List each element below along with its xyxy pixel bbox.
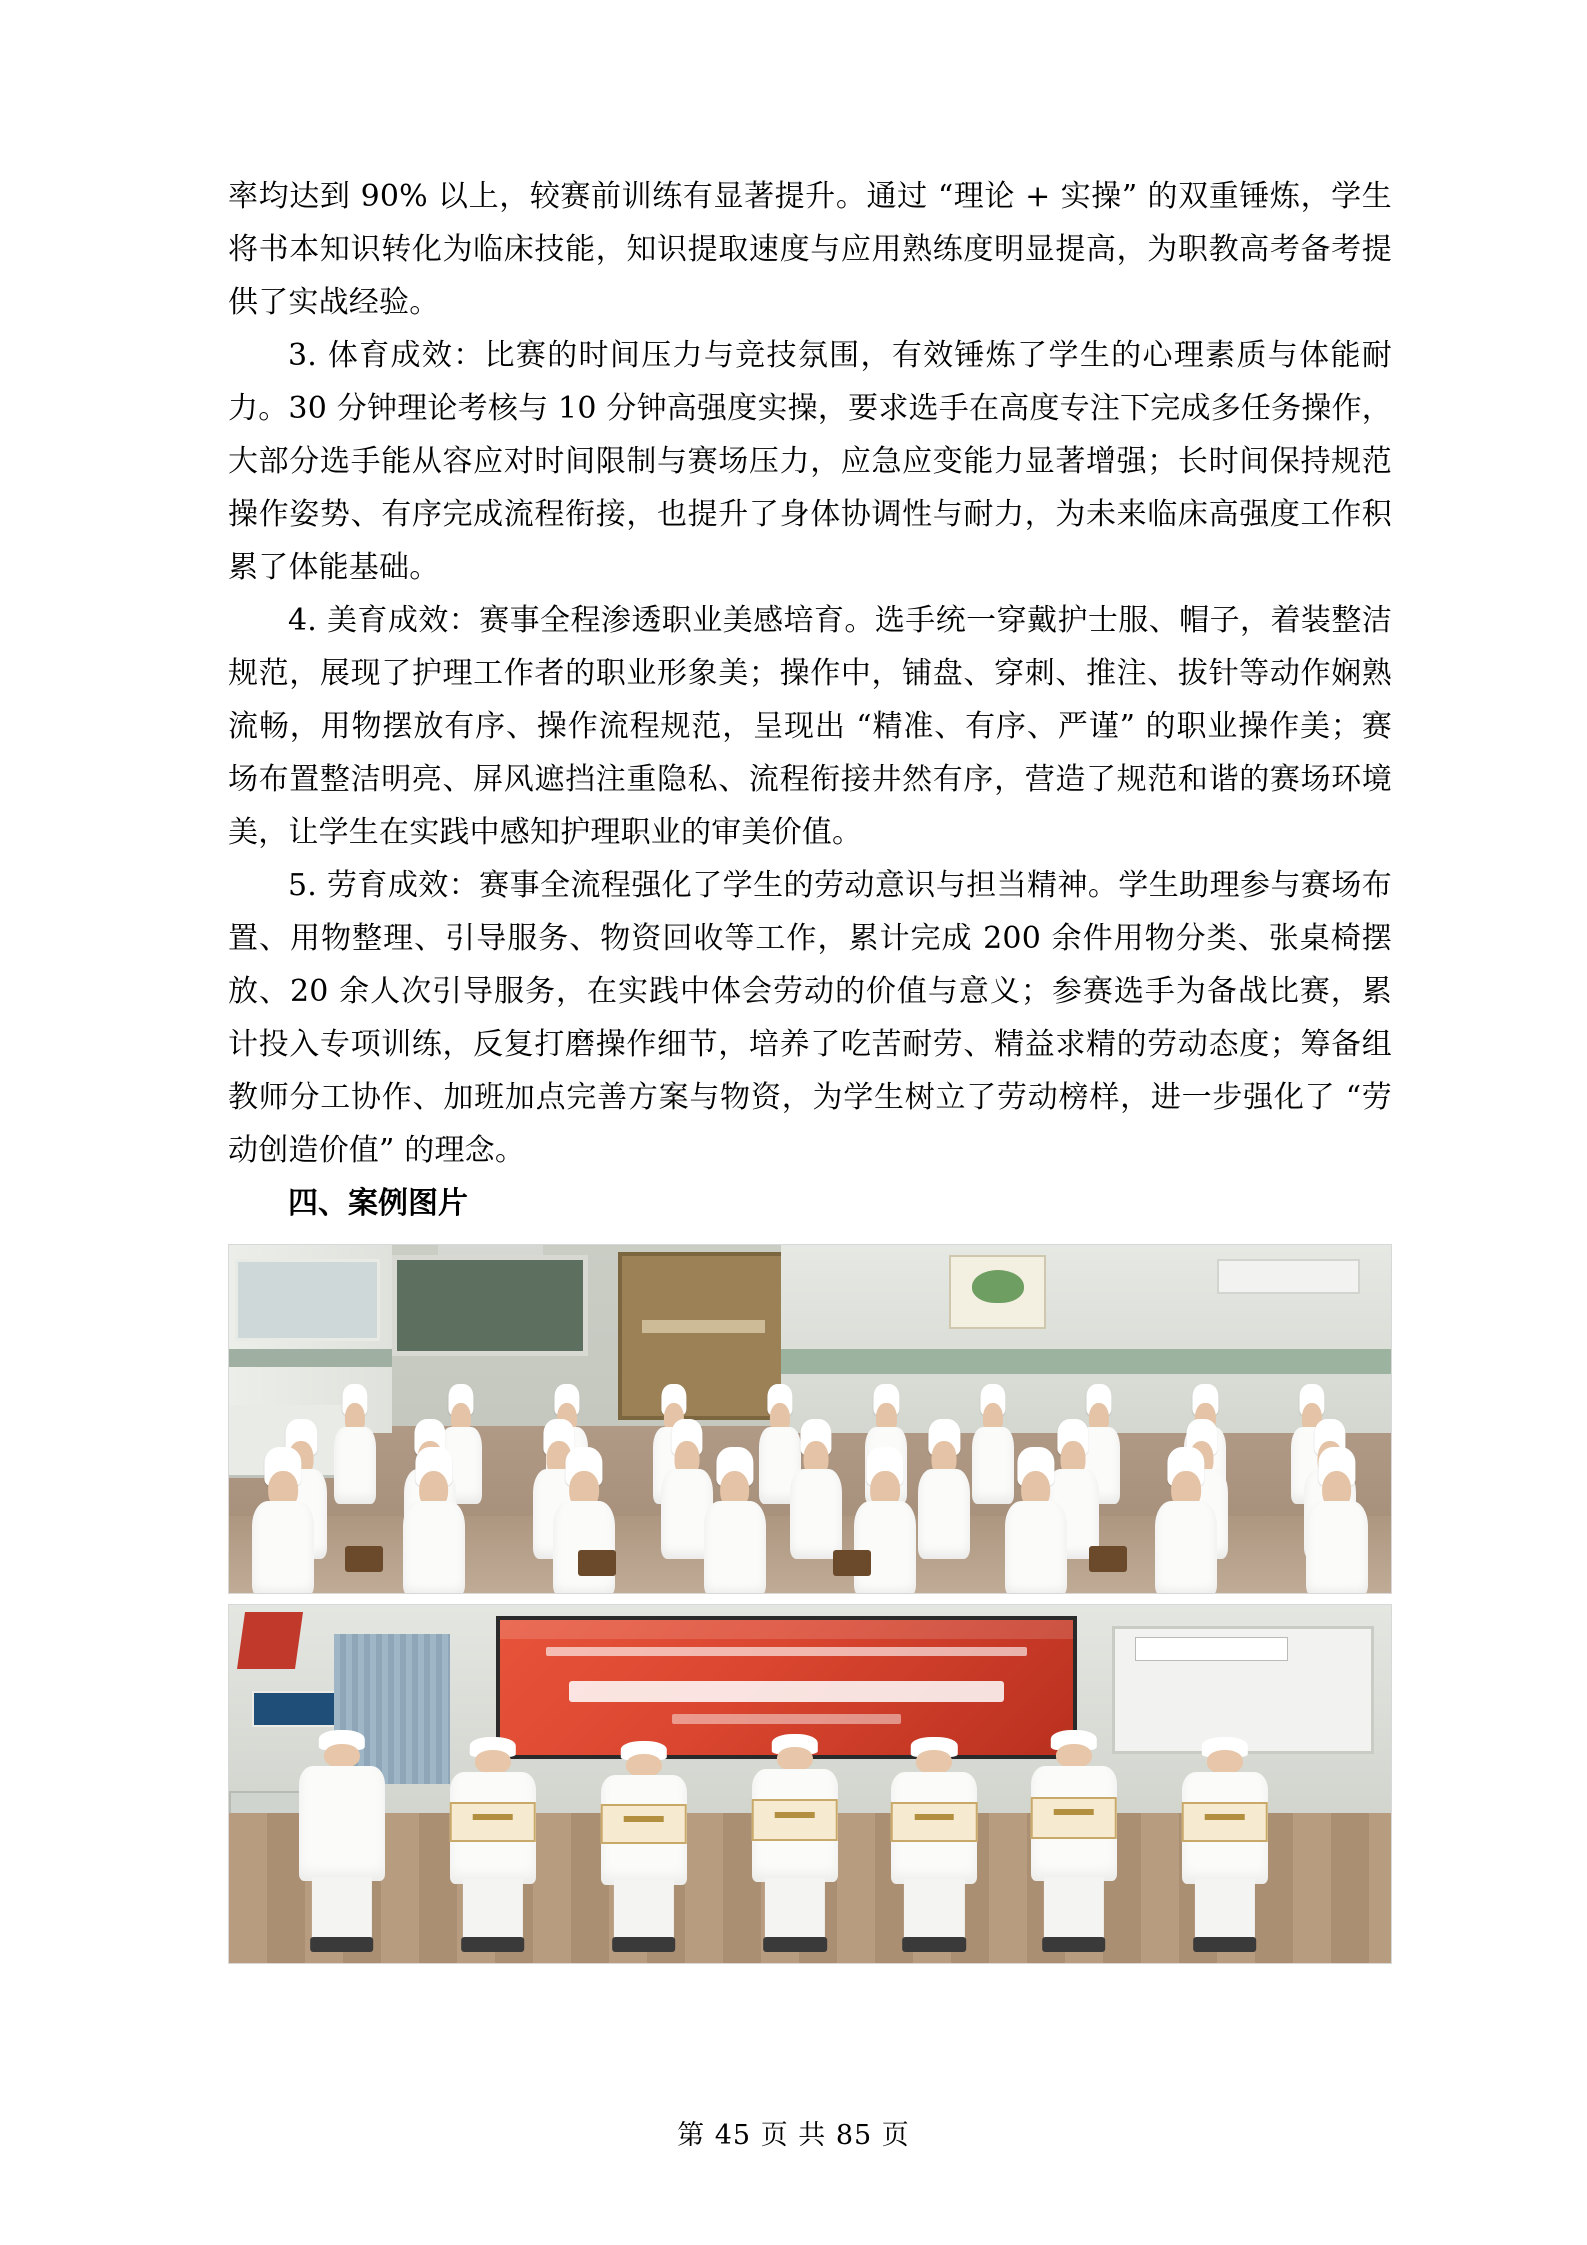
figure-award-ceremony-photo [228,1604,1392,1964]
figure-gallery [228,1244,1392,1964]
chair [578,1550,616,1576]
paragraph-item-4: 4. 美育成效：赛事全程渗透职业美感培育。选手统一穿戴护士服、帽子，着装整洁规范，展现了护理工作者的职业形象美；操作中，铺盘、穿刺、推注、拔针等动作娴熟流畅，用物摆放有序、操作流程规范，呈现出 “精准、有序、严谨” 的职业操作美；赛场布置整洁明亮、屏风遮挡注重隐私、流程衔接井然有序，营造了规范和谐的赛场环境美，让学生在实践中感知护理职业的审美价值。 [228,603,1392,850]
wall-band-left [229,1349,392,1366]
paragraph-item-3: 3. 体育成效：比赛的时间压力与竞技氛围，有效锤炼了学生的心理素质与体能耐力。30 分钟理论考核与 10 分钟高强度实操，要求选手在高度专注下完成多任务操作，大部分选手能从容应对时间限制与赛场压力，应急应变能力显著增强；长时间保持规范操作姿势、有序完成流程衔接，也提升了身体协调性与耐力，为未来临床高强度工作积累了体能基础。 [228,338,1392,585]
paragraph-item-5: 5. 劳育成效：赛事全流程强化了学生的劳动意识与担当精神。学生助理参与赛场布置、用物整理、引导服务、物资回收等工作，累计完成 200 余件用物分类、张桌椅摆放、20 余人次引导服务，在实践中体会劳动的价值与意义；参赛选手为备战比赛，累计投入专项训练，反复打磨操作细节，培养了吃苦耐劳、精益求精的劳动态度；筹备组教师分工协作、加班加点完善方案与物资，为学生树立了劳动榜样，进一步强化了 “劳动创造价值” 的理念。 [228,868,1392,1168]
wall-band-right [781,1349,1391,1373]
award-person [891,1737,977,1952]
screen-title-banner [569,1681,1004,1703]
figure-classroom-photo [228,1244,1392,1594]
page-body [228,170,1392,1177]
student-row-front [252,1447,1368,1594]
wall-poster [949,1255,1046,1329]
chair [345,1546,383,1572]
paragraph-continued: 率均达到 90% 以上，较赛前训练有显著提升。通过 “理论 + 实操” 的双重锤炼，学生将书本知识转化为临床技能，知识提取速度与应用熟练度明显提高，为职教高考备考提供了实战经验。 [228,179,1392,320]
award-person [1182,1737,1268,1952]
chair [833,1550,871,1576]
award-person [450,1737,536,1952]
blackboard [392,1255,588,1355]
wall-sign [252,1691,337,1727]
award-person [299,1730,385,1952]
chair [1089,1546,1127,1572]
section-heading-four: 四、案例图片 [288,1186,468,1221]
window [235,1259,380,1342]
air-conditioner [1217,1259,1360,1294]
award-person [752,1734,838,1952]
award-person [601,1741,687,1952]
whiteboard-note [1135,1637,1288,1660]
flag [237,1612,303,1669]
page-number-footer: 第 45 页 共 85 页 [677,2120,910,2151]
award-person [1031,1730,1117,1952]
